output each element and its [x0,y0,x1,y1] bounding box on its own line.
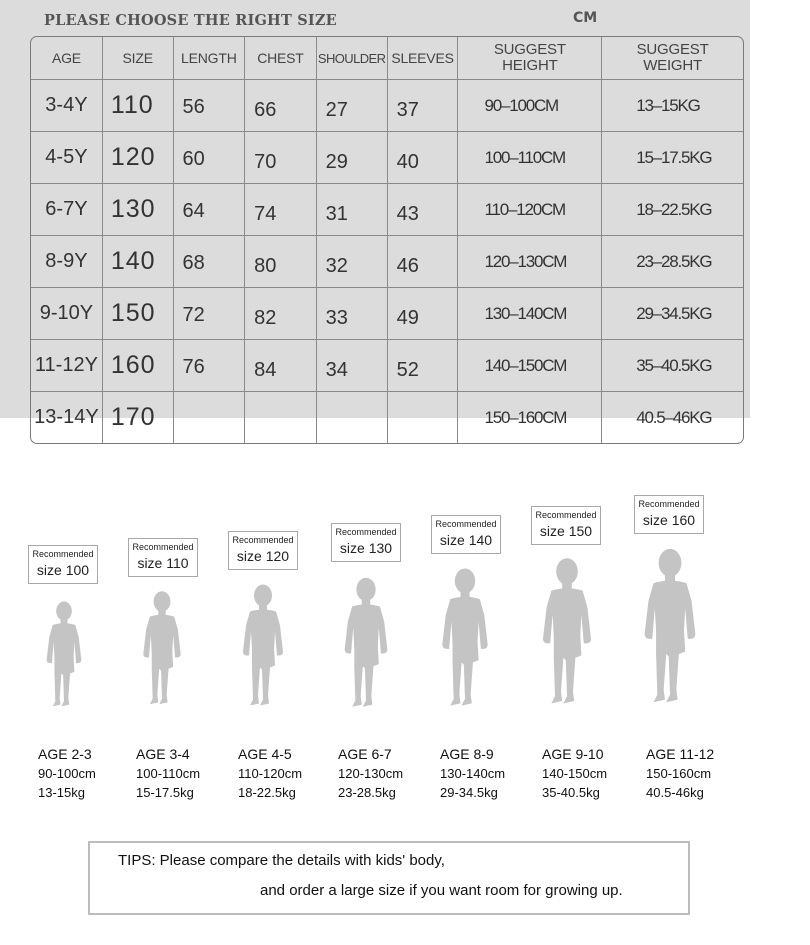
cell-age: 8-9Y [31,236,103,288]
cell-chest [245,392,317,443]
cell-size: 150 [103,288,174,340]
cell-weight: 13–15KG [602,80,743,132]
recommended-label: Recommended [32,549,94,559]
kid-size-150 [531,506,626,805]
kid-weight: 15-17.5kg [136,785,194,800]
cell-shoulder: 31 [317,184,388,236]
table-row [31,340,743,392]
cell-age: 9-10Y [31,288,103,340]
cell-sleeves [388,392,459,443]
kid-age: AGE 6-7 [338,746,392,762]
cell-size: 140 [103,236,174,288]
cell-sleeves: 46 [388,236,459,288]
header-age: AGE [31,37,103,80]
child-silhouette-icon [431,566,499,716]
cell-shoulder: 27 [317,80,388,132]
kid-age: AGE 3-4 [136,746,190,762]
child-silhouette-icon [531,556,603,714]
cell-sleeves: 37 [388,80,459,132]
unit-label: CM [573,10,598,26]
kid-info [238,745,302,802]
kid-weight: 23-28.5kg [338,785,396,800]
kid-size-160 [634,495,734,805]
table-row [31,236,743,288]
chart-title: PLEASE CHOOSE THE RIGHT SIZE [44,12,337,29]
recommended-box [431,515,501,554]
kid-height: 90-100cm [38,766,96,781]
cell-length [174,392,246,443]
cell-shoulder: 34 [317,340,388,392]
kid-age: AGE 8-9 [440,746,494,762]
kid-weight: 35-40.5kg [542,785,600,800]
recommended-label: Recommended [335,527,397,537]
header-sleeves: SLEEVES [388,37,459,80]
cell-chest: 74 [245,184,317,236]
header-suggest-height: SUGGEST HEIGHT [458,37,602,80]
cell-height: 120–130CM [458,236,602,288]
kid-age: AGE 4-5 [238,746,292,762]
recommended-label: Recommended [232,535,294,545]
cell-length: 68 [174,236,246,288]
recommended-label: Recommended [535,510,597,520]
kid-info [646,745,714,802]
cell-length: 56 [174,80,246,132]
child-silhouette-icon [334,576,398,716]
cell-age: 13-14Y [31,392,103,443]
recommended-size: size 140 [439,532,493,548]
tips-box [88,841,690,915]
header-shoulder: SHOULDER [317,37,388,80]
cell-chest: 84 [245,340,317,392]
header-size: SIZE [103,37,174,80]
cell-age: 11-12Y [31,340,103,392]
tips-line-1: TIPS: Please compare the details with kids' body, [118,852,445,869]
recommended-size: size 150 [539,523,593,539]
cell-age: 4-5Y [31,132,103,184]
cell-sleeves: 40 [388,132,459,184]
table-row [31,288,743,340]
recommended-size: size 160 [642,512,696,528]
kid-age: AGE 11-12 [646,746,715,762]
cell-size: 160 [103,340,174,392]
kid-weight: 18-22.5kg [238,785,296,800]
table-row [31,80,743,132]
kid-height: 100-110cm [136,766,201,781]
cell-height: 140–150CM [458,340,602,392]
recommended-box [128,538,198,577]
kid-age: AGE 9-10 [542,746,604,762]
cell-size: 120 [103,132,174,184]
cell-chest: 82 [245,288,317,340]
cell-shoulder: 32 [317,236,388,288]
kid-info [338,745,403,802]
kid-age: AGE 2-3 [38,746,92,762]
header-chest: CHEST [245,37,317,80]
cell-weight: 15–17.5KG [602,132,743,184]
cell-length: 60 [174,132,246,184]
table-row [31,392,743,443]
cell-sleeves: 43 [388,184,459,236]
child-silhouette-icon [134,590,190,712]
table-row [31,184,743,236]
recommended-size: size 110 [137,555,189,571]
recommended-box [634,495,704,534]
cell-height: 110–120CM [458,184,602,236]
header-length: LENGTH [174,37,246,80]
recommended-box [331,523,401,562]
kid-info [38,745,96,802]
cell-length: 76 [174,340,246,392]
cell-age: 3-4Y [31,80,103,132]
kid-size-120 [228,531,323,805]
cell-weight: 29–34.5KG [602,288,743,340]
kid-info [136,745,200,802]
recommended-label: Recommended [435,519,497,529]
kid-height: 110-120cm [238,766,303,781]
cell-chest: 80 [245,236,317,288]
kid-weight: 29-34.5kg [440,785,498,800]
kid-height: 150-160cm [646,766,712,781]
kid-weight: 40.5-46kg [646,785,704,800]
kid-height: 130-140cm [440,766,506,781]
cell-size: 110 [103,80,174,132]
cell-height: 150–160CM [458,392,602,443]
cell-sleeves: 49 [388,288,459,340]
size-chart-panel [0,0,750,431]
kid-weight: 13-15kg [38,785,85,800]
size-table [30,36,744,444]
recommended-size: size 100 [36,562,90,578]
kid-info [542,745,607,802]
table-header-row [31,37,743,80]
kid-size-110 [128,538,223,805]
cell-shoulder: 29 [317,132,388,184]
cell-shoulder: 33 [317,288,388,340]
recommended-size: size 130 [339,540,393,556]
kid-size-130 [331,523,426,805]
cell-weight: 23–28.5KG [602,236,743,288]
kid-info [440,745,505,802]
recommended-label: Recommended [638,499,700,509]
child-silhouette-icon [38,600,90,714]
cell-chest: 66 [245,80,317,132]
cell-sleeves: 52 [388,340,459,392]
cell-age: 6-7Y [31,184,103,236]
cell-height: 130–140CM [458,288,602,340]
recommended-box [28,545,98,584]
cell-chest: 70 [245,132,317,184]
cell-size: 130 [103,184,174,236]
recommended-box [228,531,298,570]
cell-height: 90–100CM [458,80,602,132]
kid-height: 140-150cm [542,766,608,781]
kid-size-100 [28,545,118,805]
kid-height: 120-130cm [338,766,404,781]
cell-length: 72 [174,288,246,340]
cell-weight: 40.5–46KG [636,407,712,427]
cell-weight: 18–22.5KG [602,184,743,236]
recommended-box [531,506,601,545]
kid-size-140 [431,515,526,805]
recommended-size: size 120 [236,548,290,564]
table-row [31,132,743,184]
child-silhouette-icon [632,547,708,713]
tips-line-2: and order a large size if you want room for growing up. [260,882,623,899]
cell-size: 170 [103,392,174,443]
cell-height: 100–110CM [458,132,602,184]
child-silhouette-icon [233,583,293,714]
recommended-label: Recommended [132,542,194,552]
cell-shoulder [317,392,388,443]
cell-weight: 35–40.5KG [602,340,743,392]
cell-length: 64 [174,184,246,236]
header-suggest-weight: SUGGEST WEIGHT [602,37,743,80]
